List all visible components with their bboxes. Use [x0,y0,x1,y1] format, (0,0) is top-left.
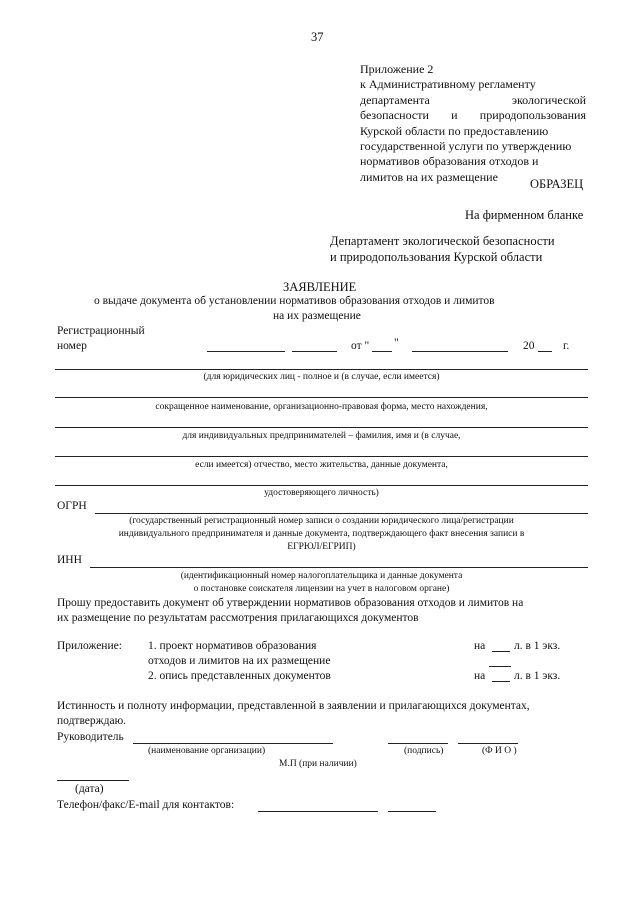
caption-short-name: сокращенное наименование, организационно-правовая форма, место нахождения, [155,402,488,412]
attachment-sheets: л. в 1 экз. [514,640,561,652]
appendix-line [360,108,586,123]
caption-inn: (идентификационный номер налогоплательщика и данные документа [180,571,463,581]
contacts-label: Телефон/факс/E-mail для контактов: [57,799,235,811]
document-subtitle: о выдаче документа об установлении нормативов образования отходов и лимитов [94,295,495,307]
caption-patronymic: если имеется) отчество, место жительства, данные документа, [195,460,448,470]
year-suffix: г. [563,340,570,352]
attachment-extra-field[interactable] [489,666,511,667]
contacts-field-extra[interactable] [388,811,436,812]
document-title: ЗАЯВЛЕНИЕ [283,280,357,294]
contacts-field[interactable] [258,811,378,812]
inn-label: ИНН [57,554,82,566]
appendix-word: департамента [360,92,430,107]
caption-inn: о постановке соискателя лицензии на учет в налоговом органе) [193,584,450,594]
date-from-label: от " [351,340,370,352]
applicant-identity-field[interactable] [55,485,588,486]
request-text: их размещение по результатам рассмотрения прилагающихся документов [57,612,419,624]
attachments-label: Приложение: [57,640,122,652]
caption-individual: для индивидуальных предпринимателей – фамилия, имя и (в случае, [182,431,461,441]
confirmation-text: подтверждаю. [57,715,127,727]
applicant-short-name-field[interactable] [55,397,588,398]
caption-stamp: М.П (при наличии) [279,759,357,769]
attachment-item: 2. опись представленных документов [148,670,331,682]
year-prefix: 20 [523,340,535,352]
date-field[interactable] [57,780,129,781]
sample-label: ОБРАЗЕЦ [530,177,584,191]
caption-ogrn: ЕГРЮЛ/ЕГРИП) [287,542,356,552]
caption-ogrn: индивидуального предпринимателя и данные документа, подтверждающего факт внесения записи в [118,529,525,539]
appendix-line: к Административному регламенту [360,77,536,92]
registration-label: Регистрационный [57,325,145,337]
appendix-line: Курской области по предоставлению [360,123,549,138]
appendix-line: государственной услуги по утверждению [360,139,572,154]
applicant-name-field[interactable] [55,369,588,370]
caption-signature: (подпись) [404,746,444,756]
registration-number-field[interactable] [207,351,285,352]
date-day-field[interactable] [372,351,392,352]
caption-org: (наименование организации) [148,746,266,756]
attachment-sheets-field[interactable] [492,681,510,682]
ogrn-field[interactable] [95,513,588,514]
date-month-field[interactable] [412,351,508,352]
registration-label: номер [57,340,87,352]
date-quote: " [394,337,399,349]
ogrn-label: ОГРН [57,500,87,512]
caption-ogrn: (государственный регистрационный номер записи о создании юридического лица/регистрации [129,516,514,526]
applicant-patronymic-field[interactable] [55,456,588,457]
attachment-sheets: л. в 1 экз. [514,670,561,682]
head-label: Руководитель [57,731,124,743]
confirmation-text: Истинность и полноту информации, представленной в заявлении и прилагающихся документах, [57,700,530,712]
addressee-line1: Департамент экологической безопасности [330,234,555,248]
attachment-sheets-field[interactable] [492,651,510,652]
registration-number-field[interactable] [292,351,337,352]
signature-field[interactable] [388,743,448,744]
attachment-on: на [474,670,486,682]
caption-fio: (Ф И О ) [482,746,517,756]
appendix-word: природопользования [479,108,586,123]
appendix-word: экологической [511,92,586,107]
caption-identity: удостоверяющего личность) [264,488,379,498]
appendix-block [360,62,586,185]
appendix-title: Приложение 2 [360,62,434,76]
org-name-field[interactable] [133,743,333,744]
date-year-field[interactable] [538,351,552,352]
fio-field[interactable] [458,743,518,744]
appendix-word: и [451,108,458,123]
addressee-line2: и природопользования Курской области [330,250,543,264]
attachment-on: на [474,640,486,652]
appendix-word: безопасности [360,108,429,123]
page-number: 37 [311,30,324,44]
caption-date: (дата) [75,783,104,795]
appendix-line [360,93,586,108]
document-subtitle: на их размещение [273,310,361,322]
attachment-item: 1. проект нормативов образования [148,640,317,652]
request-text: Прошу предоставить документ об утверждении нормативов образования отходов и лимитов на [57,597,524,609]
inn-field[interactable] [90,567,588,568]
letterhead-note: На фирменном бланке [465,208,584,222]
attachment-item: отходов и лимитов на их размещение [148,655,331,667]
applicant-individual-field[interactable] [55,427,588,428]
appendix-line: лимитов на их размещение [360,169,498,184]
caption-legal-entity: (для юридических лиц - полное и (в случае, если имеется) [203,372,440,382]
appendix-line: нормативов образования отходов и [360,154,539,169]
